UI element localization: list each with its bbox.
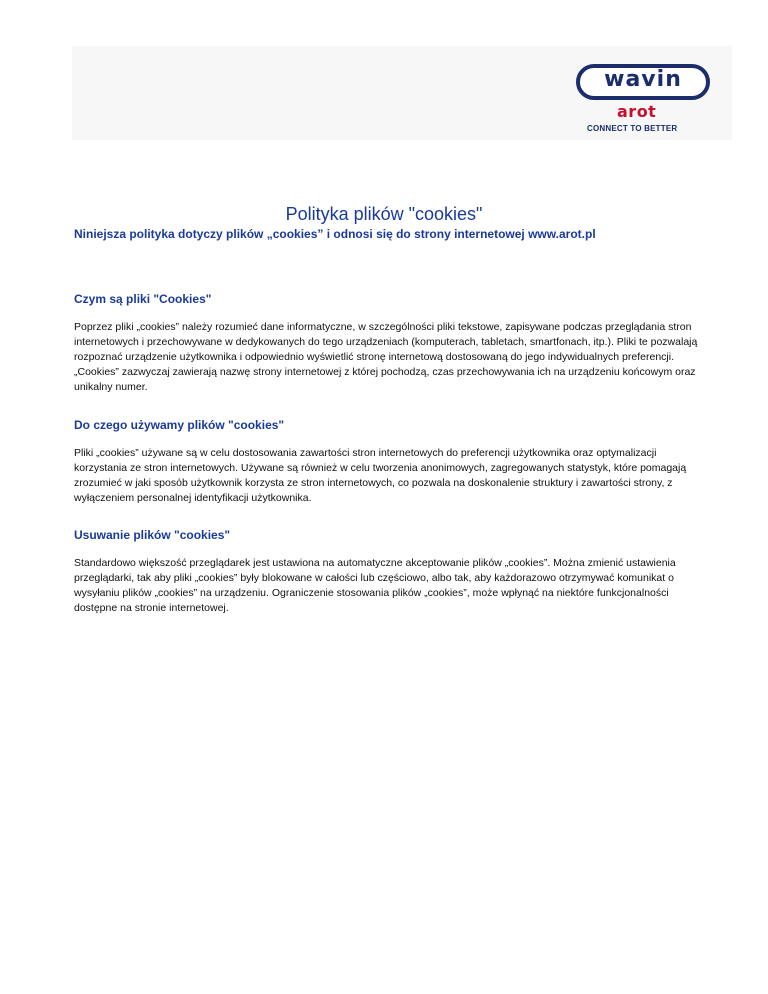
section-heading-cookie-usage: Do czego używamy plików "cookies" [74,418,285,432]
section-heading-what-are-cookies: Czym są pliki "Cookies" [74,292,212,306]
wavin-arot-logo [574,60,714,140]
logo-tagline: CONNECT TO BETTER [587,124,678,133]
wavin-logo-badge [576,64,710,100]
section-body-deleting-cookies: Standardowo większość przeglądarek jest ustawiona na automatyczne akceptowanie plików „cookies”. Można zmienić ustawienia przeglądarki, tak aby pliki „cookies” były blokowane w całości lub częściowo, albo tak, aby każdorazowo otrzymywać komunikat o wysyłaniu plików „cookies” na urządzeniu. Ograniczenie stosowania plików „cookies”, może wpłynąć na niektóre funkcjonalności dostępne na stronie internetowej. [74,557,676,614]
document-title: Polityka plików "cookies" [285,204,483,224]
wavin-logo-text: wavin [604,67,682,92]
section-body-cookie-usage: Pliki „cookies” używane są w celu dostosowania zawartości stron internetowych do preferencji użytkownika oraz optymalizacji korzystania ze stron internetowych. Używane są również w celu tworzenia anonimowych, zagregowanych statystyk, które pomagają zrozumieć w jaki sposób użytkownik korzysta ze stron internetowych, co pozwala na doskonalenie struktury i zawartości strony, z wyłączeniem personalnej identyfikacji użytkownika. [74,447,687,504]
section-heading-deleting-cookies: Usuwanie plików "cookies" [74,528,231,542]
section-body-what-are-cookies: Poprzez pliki „cookies” należy rozumieć dane informatyczne, w szczególności pliki tekstowe, zapisywane podczas przeglądania stron internetowych i przechowywane w dedykowanych do tego urządzeniach (komputerach, tabletach, smartfonach, itp.). Pliki te pozwalają rozpoznać urządzenie użytkownika i odpowiednio wyświetlić stronę internetową dostosowaną do jego indywidualnych preferencji. „Cookies” zazwyczaj zawierają nazwę strony internetowej z której pochodzą, czas przechowywania ich na urządzeniu końcowym oraz unikalny numer. [74,321,698,393]
document-subtitle: Niniejsza polityka dotyczy plików „cookies” i odnosi się do strony internetowej www.arot.pl [74,227,596,241]
arot-logo-text: arot [617,102,657,121]
